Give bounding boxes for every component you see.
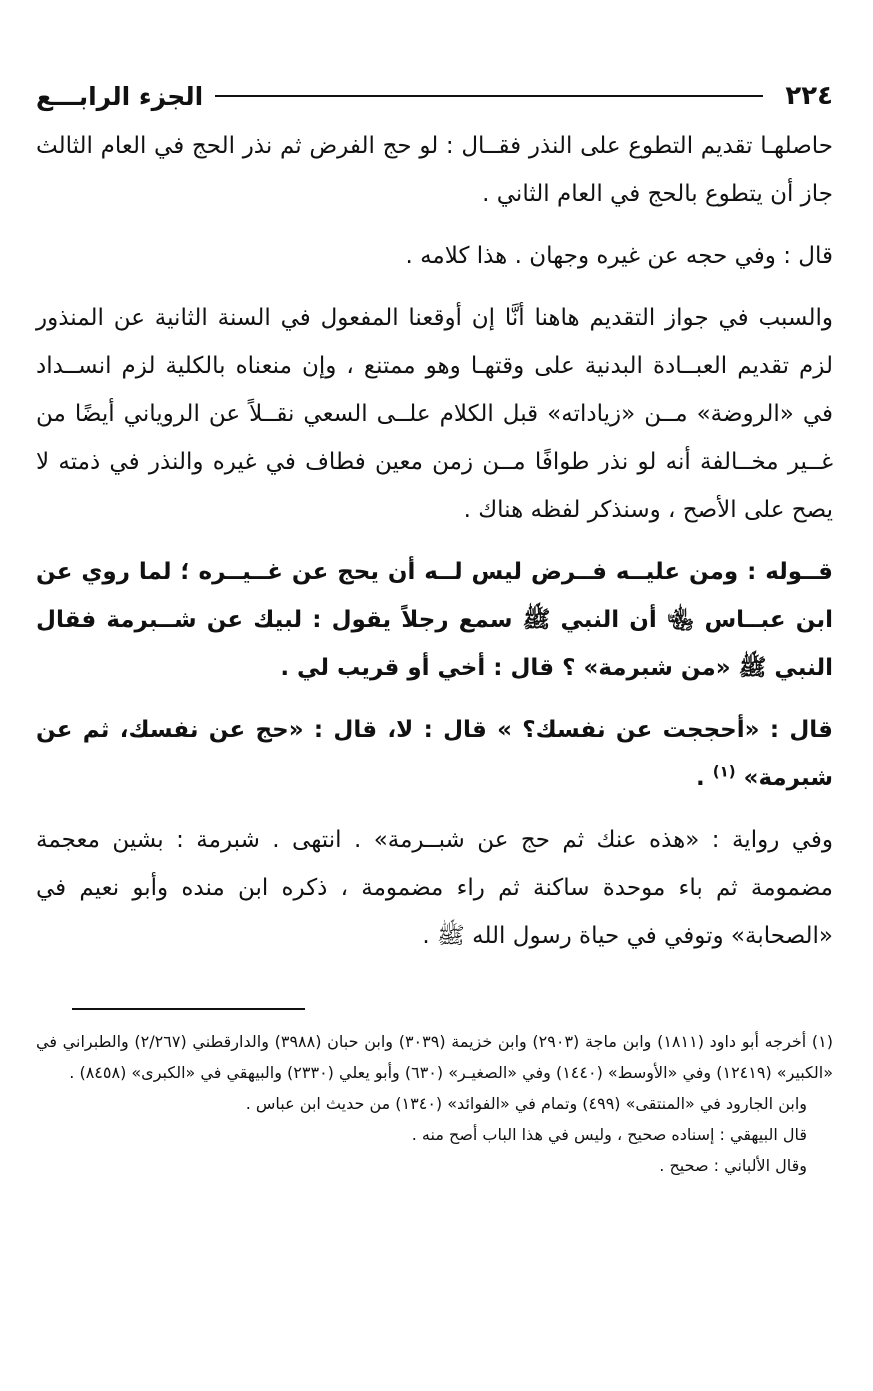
paragraph-2: قال : وفي حجه عن غيره وجهان . هذا كلامه . [405,243,833,269]
footnote-line-2: وابن الجارود في «المنتقى» (٤٩٩) وتمام في «الفوائد» (١٣٤٠) من حديث ابن عباس . [245,1094,807,1113]
paragraph-6: وفي رواية : «هذه عنك ثم حج عن شبــرمة» . انتهى . شبرمة : بشين معجمة مضمومة ثم باء موحدة ساكنة ثم راء مضمومة ، ذكره ابن منده وأبو نعيم في «الصحابة» وتوفي في حياة رسول الله ﷺ . [36,827,833,949]
page-header [36,74,833,118]
paragraph-1: حاصلهـا تقديم التطوع على النذر فقــال : لو حج الفرض ثم نذر الحج في العام الثالث جاز أن يتطوع بالحج في العام الثاني . [36,133,833,207]
page-number: ٢٢٤ [785,81,833,111]
header-rule [215,95,763,97]
paragraph-3: والسبب في جواز التقديم هاهنا أنَّا إن أوقعنا المفعول في السنة الثانية عن المنذور لزم تقديم العبــادة البدنية على وقتهـا وهو ممتنع ، وإن منعناه بالكلية لزم انســداد في «الروضة» مــن «زياداته» قبل الكلام علــى السعي نقــلاً عن الروياني أيضًا من غــير مخــالفة أنه لو نذر طوافًا مــن زمن معين فطاف في غيره والنذر في ذمته لا يصح على الأصح ، وسنذكر لفظه هناك . [36,305,833,523]
footnote-line-3: قال البيهقي : إسناده صحيح ، وليس في هذا الباب أصح منه . [411,1125,807,1144]
paragraph-5-bold: قال : «أحججت عن نفسك؟ » قال : لا، قال : «حج عن نفسك، ثم عن شبرمة» $^{(١)}$ . [36,717,833,791]
paragraph-4-bold: قــوله : ومن عليــه فــرض ليس لــه أن يحج عن غــيــره ؛ لما روي عن ابن عبــاس ﵄ أن النبي ﷺ سمع رجلاً يقول : لبيك عن شــبرمة فقال النبي ﷺ «من شبرمة» ؟ قال : أخي أو قريب لي . [36,559,833,681]
running-title: الجزء الرابـــع [36,81,204,111]
main-text [36,122,833,960]
paragraph-5-text: قال : «أحججت عن نفسك؟ » قال : لا، قال : «حج عن نفسك، ثم عن شبرمة» [36,717,833,791]
footnote-reference[interactable]: (١) [712,762,736,781]
footnote-line-4: وقال الألباني : صحيح . [659,1156,807,1175]
footnotes [36,1026,833,1181]
footnote-1: (١) أخرجه أبو داود (١٨١١) وابن ماجة (٢٩٠٣) وابن خزيمة (٣٠٣٩) وابن حبان (٣٩٨٨) والدارقطني (٢/٢٦٧) والطبراني في «الكبير» (١٢٤١٩) وفي «الأوسط» (١٤٤٠) وفي «الصغيـر» (٦٣٠) وأبو يعلي (٢٣٣٠) والبيهقي في «الكبرى» (٨٤٥٨) . [36,1032,834,1082]
footnote-separator [72,1008,305,1010]
